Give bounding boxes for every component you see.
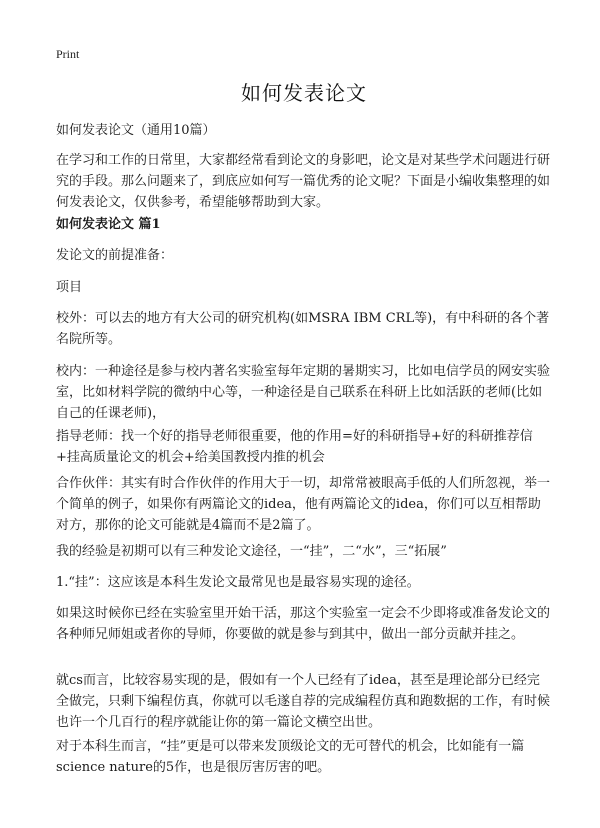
paragraph-project: 项目 bbox=[56, 280, 83, 295]
paragraph-partner: 合作伙伴：其实有时合作伙伴的作用大于一切，却常常被眼高手低的人们所忽视，举一个简单的例子，如果你有两篇论文的idea，他有两篇论文的idea，你们可以互相帮助对方，那你的论文可能就是4篇而不是2篇了。 bbox=[56, 476, 551, 533]
paragraph-experience: 我的经验是初期可以有三种发论文途径，一“挂”，二“水”，三“拓展” bbox=[56, 544, 447, 559]
paragraph-off-campus: 校外：可以去的地方有大公司的研究机构(如MSRA IBM CRL等)，有中科研的各个著名院所等。 bbox=[56, 311, 550, 347]
print-label: Print bbox=[56, 47, 80, 61]
intro-paragraph: 在学习和工作的日常里，大家都经常看到论文的身影吧，论文是对某些学术问题进行研究的手段。那么问题来了，到底应如何写一篇优秀的论文呢？下面是小编收集整理的如何发表论文，仅供参考，希望能够帮助到大家。 bbox=[56, 153, 551, 210]
paragraph-prep: 发论文的前提准备： bbox=[56, 248, 174, 263]
section-heading: 如何发表论文 篇1 bbox=[56, 217, 161, 232]
paragraph-advisor: 指导老师：找一个好的指导老师很重要，他的作用=好的科研指导+好的科研推荐信+挂高质量论文的机会+给美国教授内推的机会 bbox=[56, 429, 533, 465]
paragraph-attach: 1.“挂”：这应该是本科生发论文最常见也是最容易实现的途径。 bbox=[56, 575, 420, 590]
paragraph-cs: 就cs而言，比较容易实现的是，假如有一个人已经有了idea，甚至是理论部分已经完全做完，只剩下编程仿真，你就可以毛遂自荐的完成编程仿真和跑数据的工作，有时候也许一个几百行的程序就能让你的第一篇论文横空出世。 bbox=[56, 673, 551, 730]
paragraph-on-campus: 校内：一种途径是参与校内著名实验室每年定期的暑期实习，比如电信学员的网安实验室，比如材料学院的微纳中心等，一种途径是自己联系在科研上比如活跃的老师(比如自己的任课老师)， bbox=[56, 364, 551, 421]
paragraph-lab: 如果这时候你已经在实验室里开始干活，那这个实验室一定会不少即将或准备发论文的各种师兄师姐或者你的导师，你要做的就是参与到其中，做出一部分贡献并挂之。 bbox=[56, 606, 551, 642]
document-subtitle: 如何发表论文（通用10篇） bbox=[56, 123, 216, 138]
page-title: 如何发表论文 bbox=[241, 81, 367, 105]
paragraph-undergrad: 对于本科生而言，“挂”更是可以带来发顶级论文的无可替代的机会，比如能有一篇science nature的5作，也是很厉害厉害的吧。 bbox=[56, 739, 525, 775]
